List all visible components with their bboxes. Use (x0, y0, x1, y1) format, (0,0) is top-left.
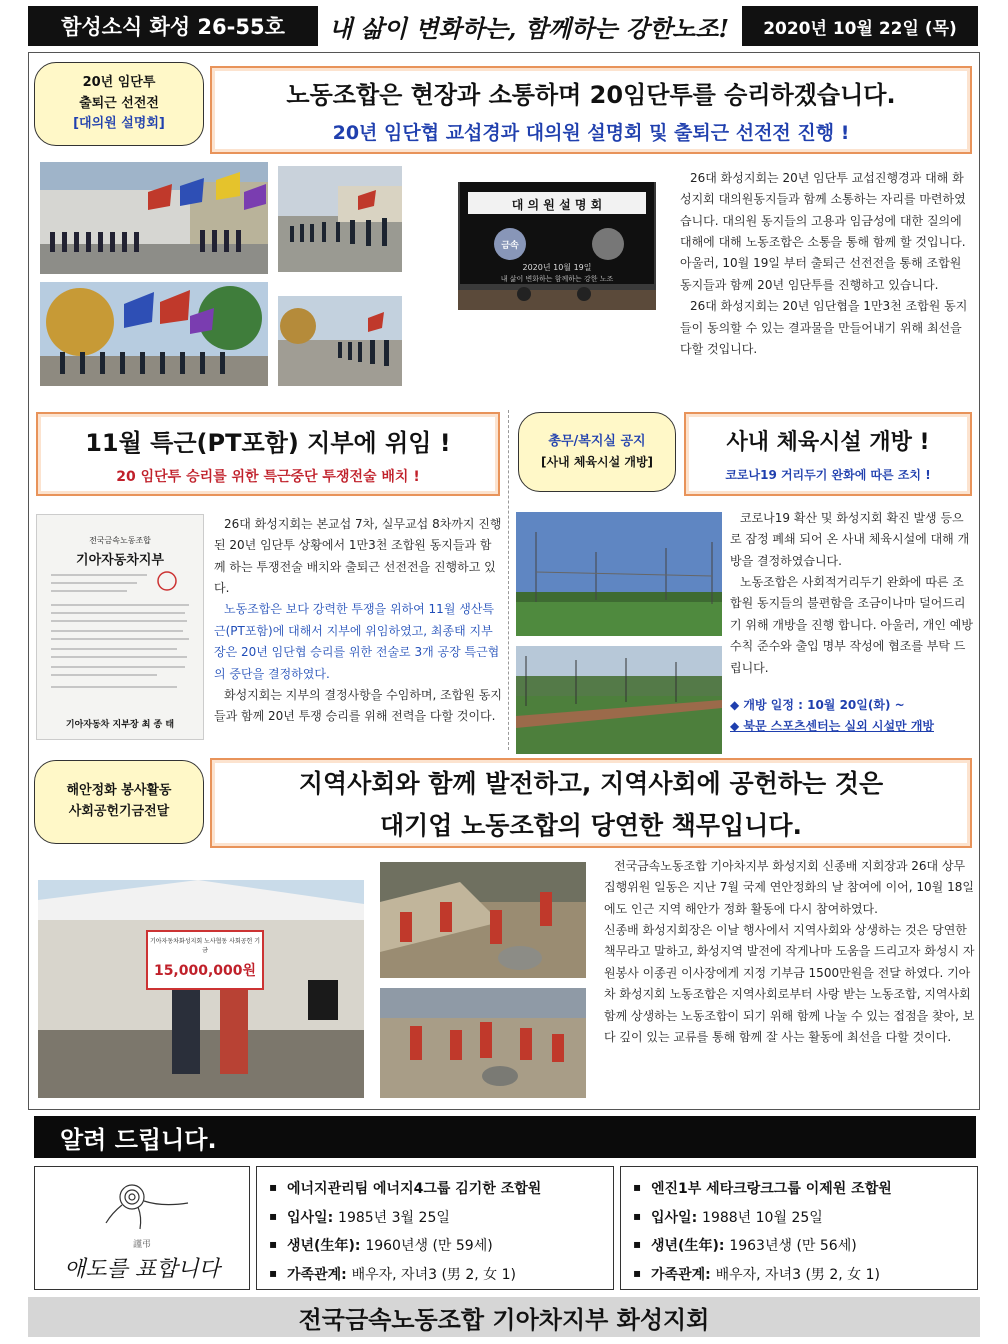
photo-rally-line (278, 166, 402, 272)
doc-title: 기아자동차지부 (76, 553, 164, 568)
photo-council-briefing (458, 182, 656, 310)
photo-beach-cleanup-1 (380, 862, 586, 978)
section1-subheadline: 20년 임단협 교섭경과 대의원 설명회 및 출퇴근 선전전 진행 ! (332, 122, 850, 144)
section2-subheadline: 20 임단투 승리를 위한 특근중단 투쟁전술 배치 ! (116, 468, 420, 485)
photo-sports-field (516, 512, 722, 636)
notice-title: 알려 드립니다. (34, 1116, 976, 1158)
outdoor-only-notice: ◆ 북문 스포츠센터는 실외 시설만 개방 (730, 719, 934, 734)
photo-sports-track (516, 646, 722, 754)
section4-headline-line1: 지역사회와 함께 발전하고, 지역사회에 공헌하는 것은 (298, 769, 884, 798)
footer-org: 전국금속노동조합 기아차지부 화성지회 (28, 1297, 980, 1337)
obituary-person2: ▪ 엔진1부 세타크랑크그룹 이제원 조합원 ▪ 입사일: 1988년 10월 25일 ▪ 생년(生年): 1963년생 (만 56세) ▪ 가족관계: 배우자, 자녀3 (男 2, 女 1) (620, 1166, 978, 1290)
section3-tag: 총무/복지실 공지 [사내 체육시설 개방] (518, 412, 676, 492)
doc-sign: 기아자동차 지부장 최 종 태 (65, 720, 175, 730)
section2-body: 26대 화성지회는 본교섭 7차, 실무교섭 8차까지 진행된 20년 임단투 상황에서 1만3천 조합원 동지들과 함께 하는 투쟁전술 배치와 출퇴근 선전전을 진행하고 있다. 노동조합은 보다 강력한 투쟁을 위하여 11월 생산특근(PT포함)에 대해서 지부에 위임하였고, 최종태 지부장은 20년 임단협 승리를 위한 전술로 3개 공장 특근협의 중단을 결정하였다. 화성지회는 지부의 결정사항을 수임하며, 조합원 동지들과 함께 20년 투쟁 승리를 위해 전력을 다할 것이다. (214, 517, 502, 724)
section4-headline-box (210, 758, 972, 848)
slogan: 내 삶이 변화하는, 함께하는 강한노조! (328, 13, 730, 43)
photo-rally-gate (40, 162, 268, 274)
photo-union-document (36, 514, 204, 740)
section2-headline: 11월 특근(PT포함) 지부에 위임 ! (85, 428, 451, 457)
section3-headline-box (684, 412, 972, 496)
section3-subheadline: 코로나19 거리두기 완화에 따른 조치 ! (725, 468, 931, 482)
condolence-text: 애도를 표합니다 (64, 1257, 220, 1282)
screen-logo: 금속 (501, 241, 519, 251)
section4-headline-line2: 대기업 노동조합의 당연한 책무입니다. (379, 811, 802, 840)
obituary-person1: ▪ 에너지관리팀 에너지4그룹 김기한 조합원 ▪ 입사일: 1985년 3월 25일 ▪ 생년(生年): 1960년생 (만 59세) ▪ 가족관계: 배우자, 자녀3 (男 2, 女 1) (256, 1166, 614, 1290)
screen-slogan: 내 삶이 변화하는 함께하는 강한 노조 (500, 275, 614, 283)
column-divider (508, 410, 509, 750)
section3-body: 코로나19 확산 및 화성지회 확진 발생 등으로 잠정 폐쇄 되어 온 사내 체육시설에 대해 개방을 결정하였습니다. 노동조합은 사회적거리두기 완화에 따른 조합원 동지들의 불편함을 조금이나마 덜어드리기 위해 개방을 진행 합니다. 아울러, 개인 예방수칙 준수와 출입 명부 작성에 협조를 부탁 드립니다. ◆ 개방 일정 : 10월 20일(화) ~ ◆ 북문 스포츠센터는 실외 시설만 개방 (730, 508, 974, 738)
doc-org: 전국금속노동조합 (89, 536, 151, 545)
section1-headline-box (210, 66, 972, 154)
section4-tag: 해안정화 봉사활동 사회공헌기금전달 (34, 760, 204, 844)
section1-body: 26대 화성지회는 20년 임단투 교섭진행경과 대해 화성지회 대의원동지들과 함께 소통하는 자리를 마련하였습니다. 대의원 동지들의 고용과 임금성에 대한 질의에 대해에 대해 노동조합은 소통을 통해 함께 할 것입니다. 아울러, 10월 19일 부터 출퇴근 선전전을 통해 조합원 동지들과 함께 20년 임단투를 진행하고 있습니다. 26대 화성지회는 20년 임단협을 1만3천 조합원 동지들이 동의할 수 있는 결과물을 만들어내기 위해 최선을 다할 것입니다. (680, 171, 968, 356)
section3-headline: 사내 체육시설 개방 ! (726, 430, 930, 455)
photo-rally-street (278, 296, 402, 386)
section4-body: 전국금속노동조합 기아차지부 화성지회 신종배 지회장과 26대 상무집행위원 일동은 지난 7월 국제 연안정화의 날 참여에 이어, 10월 18일에도 인근 지역 해안가 정화 활동에 다시 참여하였다. 신종배 화성지회장은 이날 행사에서 지역사회와 상생하는 것은 당연한 책무라고 말하고, 화성지역 발전에 작게나마 도움을 드리고자 화성시 자원봉사 이종권 이사장에게 지정 기부금 1500만원을 전달 하였다. 기아차 화성지회 노동조합은 지역사회로부터 사랑 받는 노동조합, 지역사회 함께 상생하는 노동조합이 되기 위해 함께 나눌 수 있는 접점을 찾아, 보다 깊이 있는 교류를 통해 함께 잘 사는 활동에 최선을 다할 것이다. (604, 859, 975, 1044)
screen-date: 2020년 10월 19일 (522, 263, 592, 272)
photo-rally-trees (40, 282, 268, 386)
chrysanthemum-icon (92, 1177, 192, 1233)
section2-headline-box (36, 412, 500, 496)
issue-date: 2020년 10월 22일 (목) (742, 6, 978, 46)
section1-headline: 노동조합은 현장과 소통하며 20임단투를 승리하겠습니다. (286, 81, 896, 109)
photo-beach-cleanup-2 (380, 988, 586, 1098)
issue-number: 함성소식 화성 26-55호 (28, 6, 318, 46)
condolence-card: 謹弔 애도를 표합니다 (34, 1166, 250, 1290)
screen-title: 대 의 원 설 명 회 (511, 198, 603, 212)
opening-date: ◆ 개방 일정 : 10월 20일(화) ~ (730, 697, 905, 712)
donation-check: 기아자동차화성지회 노사협동 사회공헌 기금 15,000,000원 (146, 930, 264, 990)
photo-donation (38, 880, 364, 1098)
section1-tag: 20년 임단투 출퇴근 선전전 [대의원 설명회] (34, 62, 204, 146)
